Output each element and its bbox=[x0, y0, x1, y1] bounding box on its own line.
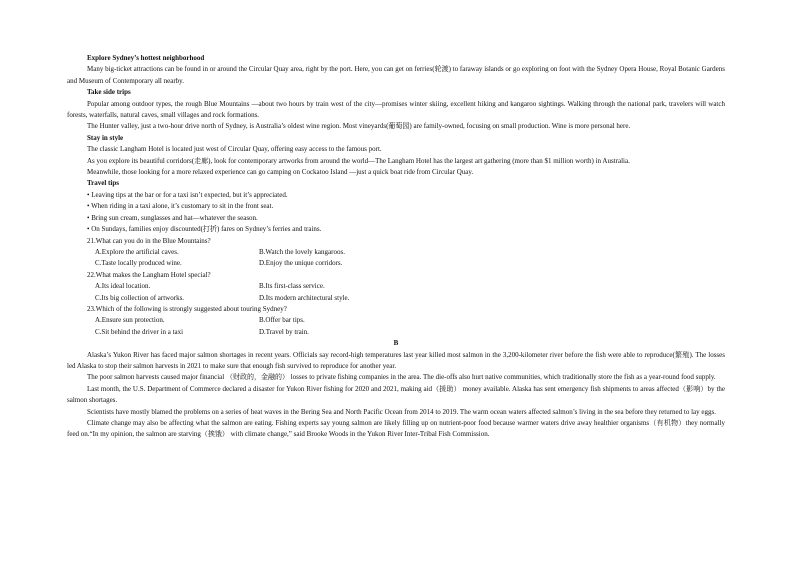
tip-item: • On Sundays, families enjoy discounted(打折) fares on Sydney’s ferries and trains. bbox=[87, 225, 322, 234]
paragraph: The poor salmon harvests caused major financial （财政的，金融的） losses to private fishing companies in the area. The die-offs also hurt native communities, which traditionally store the fish as a year-round food supply. bbox=[87, 373, 716, 382]
question-stem: 21.What can you do in the Blue Mountains? bbox=[87, 236, 211, 245]
options-row bbox=[67, 258, 725, 269]
tip-item: • Bring sun cream, sunglasses and hat—whatever the season. bbox=[87, 213, 258, 222]
tip-item: • Leaving tips at the bar or for a taxi isn’t expected, but it’s appreciated. bbox=[87, 190, 288, 199]
option-b: B.Its first-class service. bbox=[259, 282, 325, 291]
options-row bbox=[67, 247, 725, 258]
option-c: C.Taste locally produced wine. bbox=[95, 259, 182, 268]
option-b: B.Offer bar tips. bbox=[259, 316, 305, 325]
question-stem: 22.What makes the Langham Hotel special? bbox=[87, 270, 211, 279]
option-a: A.Explore the artificial caves. bbox=[95, 247, 179, 256]
option-c: C.Its big collection of artworks. bbox=[95, 293, 185, 302]
passage-title: Explore Sydney’s hottest neighborhood bbox=[87, 54, 205, 62]
option-d: D.Its modern architectural style. bbox=[259, 293, 350, 302]
option-d: D.Travel by train. bbox=[259, 327, 309, 336]
options-row bbox=[67, 281, 725, 292]
options-row bbox=[67, 315, 725, 326]
paragraph: Many big-ticket attractions can be found in or around the Circular Quay area, right by the port. Here, you can get on ferries(轮渡) to faraway islands or go exploring on foot with the Sydney Opera House, Royal Botanic Gardens and Museum of Contemporary all nearby. bbox=[67, 65, 725, 85]
option-d: D.Enjoy the unique corridors. bbox=[259, 259, 343, 268]
paragraph: The classic Langham Hotel is located just west of Circular Quay, offering easy access to the famous port. bbox=[87, 145, 382, 154]
text-column bbox=[67, 53, 725, 441]
section-heading-stay: Stay in style bbox=[87, 133, 124, 142]
passage-label-b: B bbox=[393, 339, 399, 348]
options-row bbox=[67, 293, 725, 304]
paragraph: Last month, the U.S. Department of Commerce declared a disaster for Yukon River fishing for 2020 and 2021, making aid（援助） money available. Alaska has sent emergency fish shipments to areas affected（影响）by the salmon shortages. bbox=[67, 384, 725, 405]
paragraph: The Hunter valley, just a two-hour drive north of Sydney, is Australia’s oldest wine region. Most vineyards(葡萄园) are family-owned, focusing on small production. Wine is more personal here. bbox=[87, 122, 631, 131]
paragraph: Scientists have mostly blamed the problems on a series of heat waves in the Bering Sea and North Pacific Ocean from 2014 to 2019. The warm ocean waters affected salmon’s living in the sea before they returned to lay eggs. bbox=[87, 407, 716, 416]
paragraph: Climate change may also be affecting what the salmon are eating. Fishing experts say young salmon are likely filling up on nutrient-poor food because warmer waters drive away healthier organisms（有机物）they normally feed on.“In my opinion, the salmon are starving（挨饿） with climate change,” said Brooke Woods in the Yukon River Inter-Tribal Fish Commission. bbox=[67, 419, 725, 439]
tip-item: • When riding in a taxi alone, it’s customary to sit in the front seat. bbox=[87, 202, 274, 211]
option-b: B.Watch the lovely kangaroos. bbox=[259, 247, 345, 256]
question-stem: 23.Which of the following is strongly suggested about touring Sydney? bbox=[87, 304, 287, 313]
paragraph: Popular among outdoor types, the rough Blue Mountains —about two hours by train west of the city—promises winter skiing, excellent hiking and kangaroo sightings. Walking through the national park, travelers will watch forests, waterfalls, natural caves, small villages and rock formations. bbox=[67, 99, 725, 120]
option-a: A.Its ideal location. bbox=[95, 282, 151, 291]
paragraph: Alaska’s Yukon River has faced major salmon shortages in recent years. Officials say record-high temperatures last year killed most salmon in the 3,200-kilometer river before the fish were able to reproduce(繁殖). The losses led Alaska to stop their salmon harvests in 2021 to make sure that enough fish survived to reproduce for another year. bbox=[67, 350, 725, 370]
paragraph: As you explore its beautiful corridors(走廊), look for contemporary artworks from around the world—The Langham Hotel has the largest art gathering (more than $1 million worth) in Australia. bbox=[87, 156, 630, 165]
paragraph: Meanwhile, those looking for a more relaxed experience can go camping on Cockatoo Island —just a quick boat ride from Circular Quay. bbox=[87, 168, 474, 177]
option-c: C.Sit behind the driver in a taxi bbox=[95, 327, 184, 336]
option-a: A.Ensure sun protection. bbox=[95, 316, 165, 325]
section-heading-tips: Travel tips bbox=[87, 179, 119, 188]
section-heading-side-trips: Take side trips bbox=[87, 88, 131, 97]
options-row bbox=[67, 327, 725, 338]
